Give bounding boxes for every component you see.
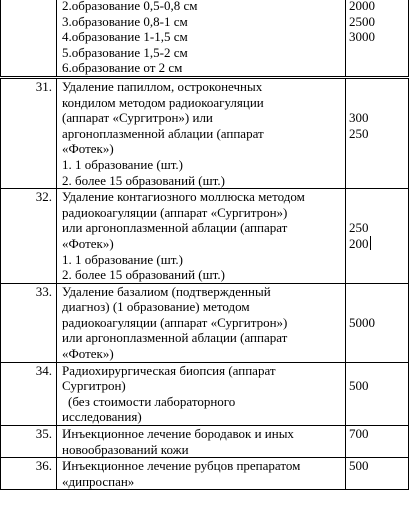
service-line: радиокоагуляции (аппарат «Сургитрон») (62, 204, 288, 220)
service-line: 2.образование 0,5-0,8 см (62, 0, 198, 13)
price-line (349, 205, 408, 221)
service-line: Сургитрон) (62, 378, 126, 394)
service-line: исследования) (62, 409, 142, 425)
row-number: 36. (35, 458, 52, 474)
table-row (1, 283, 409, 362)
row-number-cell (1, 0, 57, 77)
service-line: кондилом методом радиокоагуляции (62, 94, 264, 110)
service-line: диагноз) (1 образование) методом (62, 299, 250, 315)
row-number: 33. (35, 283, 52, 299)
row-number: 35. (35, 426, 52, 442)
row-number-cell (1, 362, 57, 425)
service-line: 5.образование 1,5-2 см (62, 44, 188, 60)
table-row (1, 362, 409, 425)
service-line: 6.образование от 2 см (62, 60, 183, 76)
table-row (1, 77, 409, 188)
service-line: Инъекционное лечение рубцов препаратом (62, 458, 301, 474)
service-line: Удаление папиллом, остроконечных (62, 78, 263, 94)
row-number-cell (1, 77, 57, 188)
price-line: 2000 (349, 0, 375, 13)
price-line: 500 (349, 458, 369, 474)
price-line (349, 299, 408, 315)
service-line: 2. более 15 образований (шт.) (62, 267, 225, 283)
price-line: 500 (349, 378, 369, 394)
service-line: 2. более 15 образований (шт.) (62, 172, 225, 188)
service-line: 3.образование 0,8-1 см (62, 13, 188, 29)
service-line: Удаление базалиом (подтвержденный (62, 283, 271, 299)
service-line: «Фотек») (62, 235, 114, 251)
service-line: (аппарат «Сургитрон») или (62, 110, 213, 126)
service-line: 1. 1 образование (шт.) (62, 251, 183, 267)
service-line: или аргоноплазменной аблации (аппарат (62, 330, 288, 346)
price-cell (346, 0, 409, 77)
service-line: Радиохирургическая биопсия (аппарат (62, 362, 276, 378)
price-line: 250 (349, 220, 369, 236)
row-number-cell (1, 189, 57, 284)
price-line (349, 95, 408, 111)
text-cursor (370, 236, 371, 250)
service-line: «Фотек») (62, 141, 114, 157)
service-description-cell (57, 362, 346, 425)
row-number: 34. (35, 362, 52, 378)
price-cell (346, 77, 409, 188)
price-line: 300 (349, 110, 369, 126)
price-cell (346, 458, 409, 490)
service-line: Инъекционное лечение бородавок и иных (62, 426, 294, 442)
table-row (1, 426, 409, 458)
row-number-cell (1, 283, 57, 362)
price-line: 3000 (349, 29, 375, 45)
price-line (349, 79, 408, 95)
service-line: «дипроспан» (62, 473, 135, 489)
service-description-cell (57, 0, 346, 77)
table-row (1, 0, 409, 77)
price-cell (346, 426, 409, 458)
service-description-cell (57, 283, 346, 362)
price-line: 5000 (349, 314, 375, 330)
price-cell (346, 189, 409, 284)
price-line: 250 (349, 125, 369, 141)
row-number-cell (1, 426, 57, 458)
service-description-cell (57, 189, 346, 284)
service-description-cell (57, 77, 346, 188)
price-line (349, 189, 408, 205)
row-number: 31. (35, 78, 52, 94)
price-cell (346, 283, 409, 362)
service-line: аргоноплазменной аблации (аппарат (62, 125, 264, 141)
service-line: или аргоноплазменной аблации (аппарат (62, 220, 288, 236)
table-row (1, 189, 409, 284)
price-line (349, 284, 408, 300)
price-line: 200 (349, 235, 369, 251)
service-line: 4.образование 1-1,5 см (62, 29, 188, 45)
price-line: 2500 (349, 13, 375, 29)
service-line: новообразований кожи (62, 441, 189, 457)
price-cell (346, 362, 409, 425)
row-number-cell (1, 458, 57, 490)
service-description-cell (57, 426, 346, 458)
service-line: «Фотек») (62, 346, 114, 362)
service-line: Удаление контагиозного моллюска методом (62, 189, 305, 205)
service-line: радиокоагуляции (аппарат «Сургитрон») (62, 314, 288, 330)
service-description-cell (57, 458, 346, 490)
row-number: 32. (35, 189, 52, 205)
service-line: 1. 1 образование (шт.) (62, 156, 183, 172)
price-line: 700 (349, 426, 369, 442)
table-row (1, 458, 409, 490)
price-line (349, 363, 408, 379)
service-line: (без стоимости лабораторного (68, 393, 236, 409)
